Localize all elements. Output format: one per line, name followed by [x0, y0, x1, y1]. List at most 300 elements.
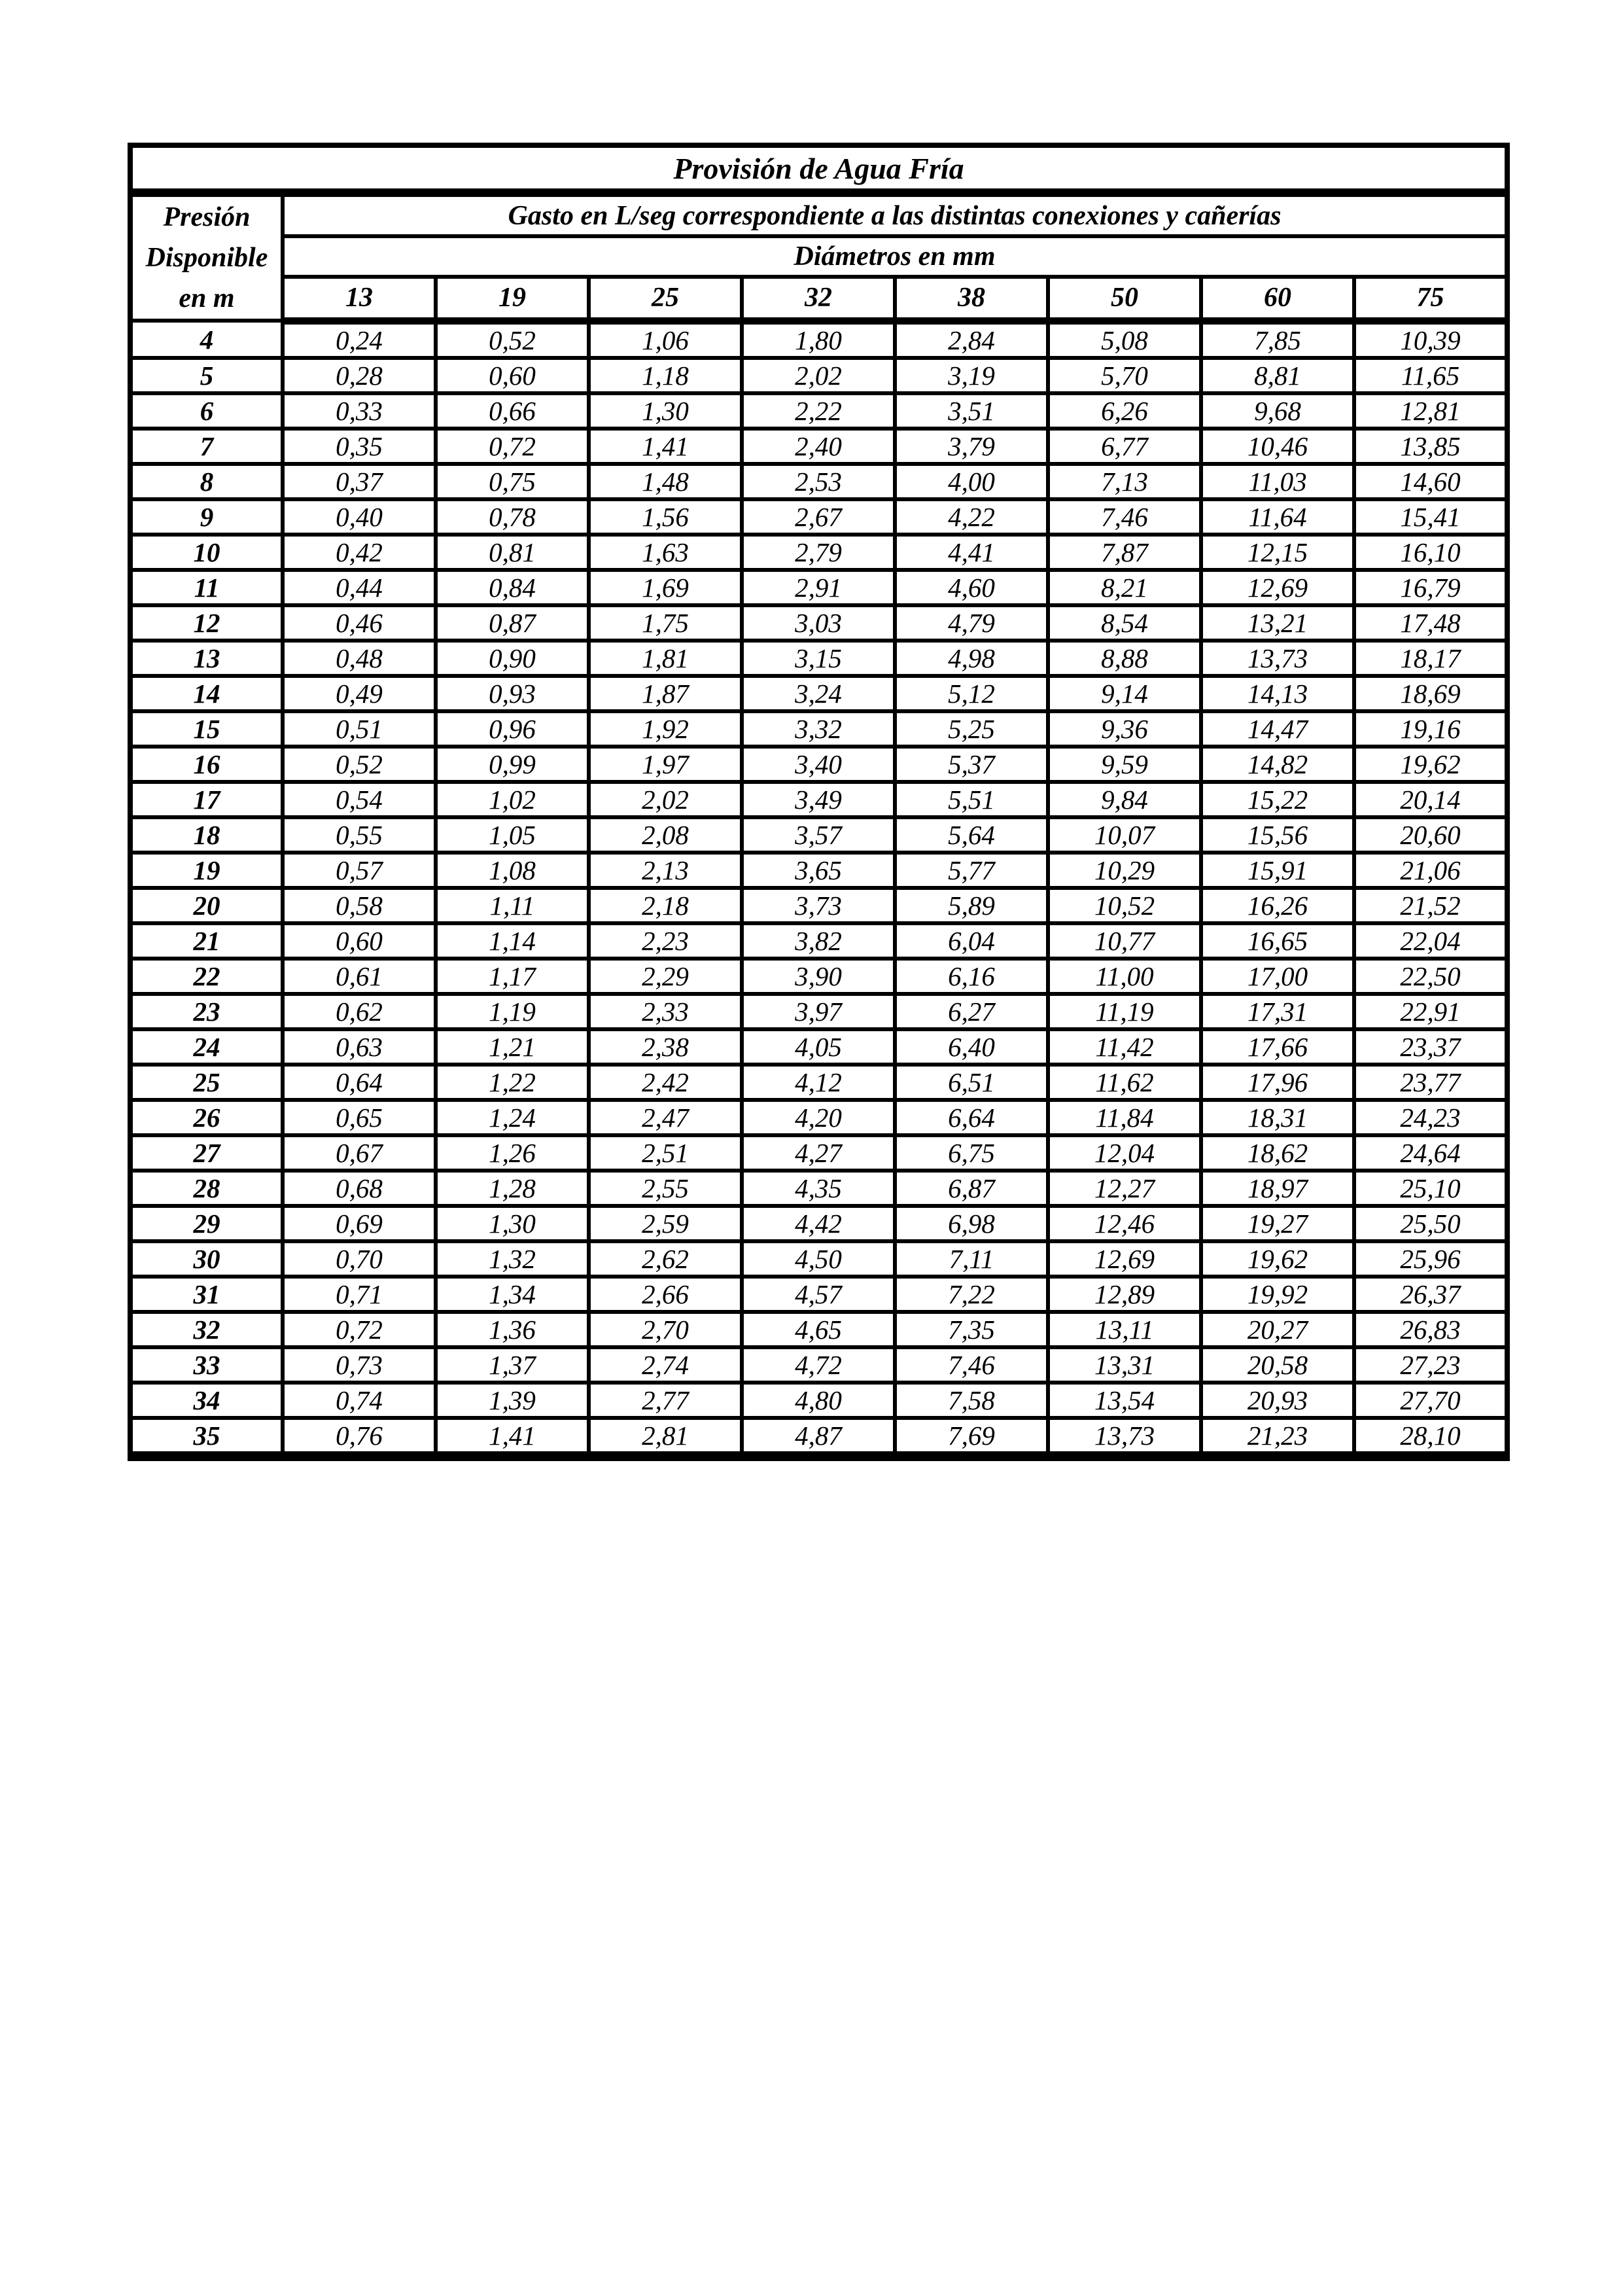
flow-value: 0,99	[436, 747, 589, 782]
flow-value: 1,41	[589, 429, 742, 464]
diameter-col-75: 75	[1354, 277, 1507, 321]
table-row	[130, 1029, 1507, 1065]
table-row	[130, 676, 1507, 711]
flow-value: 7,11	[895, 1241, 1048, 1277]
flow-value: 0,75	[436, 464, 589, 499]
flow-value: 11,84	[1048, 1100, 1201, 1135]
flow-value: 6,51	[895, 1065, 1048, 1100]
flow-value: 0,90	[436, 641, 589, 676]
flow-value: 3,32	[742, 711, 895, 747]
flow-value: 10,52	[1048, 888, 1201, 923]
flow-value: 18,62	[1201, 1135, 1354, 1171]
flow-value: 2,67	[742, 499, 895, 535]
flow-value: 2,33	[589, 994, 742, 1029]
pressure-value: 4	[130, 321, 283, 358]
flow-value: 1,14	[436, 923, 589, 959]
flow-value: 1,32	[436, 1241, 589, 1277]
flow-value: 6,16	[895, 959, 1048, 994]
flow-value: 1,41	[436, 1418, 589, 1457]
flow-value: 2,62	[589, 1241, 742, 1277]
flow-value: 0,37	[283, 464, 436, 499]
flow-value: 2,40	[742, 429, 895, 464]
flow-value: 2,81	[589, 1418, 742, 1457]
flow-value: 1,48	[589, 464, 742, 499]
flow-value: 1,80	[742, 321, 895, 358]
flow-value: 1,37	[436, 1347, 589, 1383]
table-row	[130, 535, 1507, 570]
flow-value: 0,69	[283, 1206, 436, 1241]
flow-value: 3,65	[742, 853, 895, 888]
flow-value: 1,28	[436, 1171, 589, 1206]
flow-value: 3,82	[742, 923, 895, 959]
pressure-value: 9	[130, 499, 283, 535]
pressure-value: 23	[130, 994, 283, 1029]
flow-value: 9,84	[1048, 782, 1201, 817]
flow-value: 1,08	[436, 853, 589, 888]
flow-value: 24,23	[1354, 1100, 1507, 1135]
flow-value: 1,21	[436, 1029, 589, 1065]
flow-value: 6,75	[895, 1135, 1048, 1171]
flow-value: 5,89	[895, 888, 1048, 923]
pressure-value: 12	[130, 605, 283, 641]
flow-value: 0,73	[283, 1347, 436, 1383]
flow-value: 2,42	[589, 1065, 742, 1100]
table-row	[130, 1065, 1507, 1100]
flow-value: 17,31	[1201, 994, 1354, 1029]
flow-value: 2,38	[589, 1029, 742, 1065]
flow-value: 1,36	[436, 1312, 589, 1347]
pressure-value: 34	[130, 1383, 283, 1418]
flow-value: 15,91	[1201, 853, 1354, 888]
table-row	[130, 711, 1507, 747]
flow-value: 2,84	[895, 321, 1048, 358]
flow-value: 17,96	[1201, 1065, 1354, 1100]
flow-value: 10,07	[1048, 817, 1201, 853]
flow-value: 2,59	[589, 1206, 742, 1241]
table-title-row	[130, 145, 1507, 193]
flow-value: 13,54	[1048, 1383, 1201, 1418]
flow-value: 9,36	[1048, 711, 1201, 747]
flow-value: 16,26	[1201, 888, 1354, 923]
pressure-value: 17	[130, 782, 283, 817]
flow-value: 0,78	[436, 499, 589, 535]
pressure-value: 27	[130, 1135, 283, 1171]
flow-value: 7,46	[895, 1347, 1048, 1383]
flow-value: 4,22	[895, 499, 1048, 535]
flow-value: 13,11	[1048, 1312, 1201, 1347]
flow-value: 12,69	[1048, 1241, 1201, 1277]
flow-value: 15,41	[1354, 499, 1507, 535]
flow-value: 12,89	[1048, 1277, 1201, 1312]
flow-value: 0,71	[283, 1277, 436, 1312]
pressure-value: 22	[130, 959, 283, 994]
flow-value: 0,46	[283, 605, 436, 641]
flow-value: 20,58	[1201, 1347, 1354, 1383]
flow-value: 0,49	[283, 676, 436, 711]
table-row	[130, 994, 1507, 1029]
flow-value: 6,27	[895, 994, 1048, 1029]
flow-value: 13,21	[1201, 605, 1354, 641]
flow-value: 6,77	[1048, 429, 1201, 464]
flow-value: 21,23	[1201, 1418, 1354, 1457]
flow-value: 0,52	[436, 321, 589, 358]
flow-value: 21,06	[1354, 853, 1507, 888]
flow-value: 21,52	[1354, 888, 1507, 923]
flow-value: 0,48	[283, 641, 436, 676]
flow-value: 0,35	[283, 429, 436, 464]
pressure-value: 25	[130, 1065, 283, 1100]
flow-value: 0,84	[436, 570, 589, 605]
flow-value: 3,49	[742, 782, 895, 817]
flow-value: 3,03	[742, 605, 895, 641]
pressure-value: 8	[130, 464, 283, 499]
pressure-value: 29	[130, 1206, 283, 1241]
flow-value: 4,80	[742, 1383, 895, 1418]
flow-value: 2,22	[742, 393, 895, 429]
table-row	[130, 888, 1507, 923]
flow-value: 2,13	[589, 853, 742, 888]
flow-value: 0,62	[283, 994, 436, 1029]
flow-value: 2,02	[589, 782, 742, 817]
flow-value: 18,97	[1201, 1171, 1354, 1206]
flow-value: 12,15	[1201, 535, 1354, 570]
flow-value: 0,33	[283, 393, 436, 429]
flow-value: 3,15	[742, 641, 895, 676]
flow-value: 6,26	[1048, 393, 1201, 429]
flow-value: 5,25	[895, 711, 1048, 747]
flow-value: 1,11	[436, 888, 589, 923]
table-row	[130, 747, 1507, 782]
flow-value: 20,60	[1354, 817, 1507, 853]
flow-value: 5,12	[895, 676, 1048, 711]
diameter-header-row	[130, 236, 1507, 276]
flow-value: 0,81	[436, 535, 589, 570]
flow-value: 18,69	[1354, 676, 1507, 711]
pressure-value: 10	[130, 535, 283, 570]
flow-value: 1,19	[436, 994, 589, 1029]
table-row	[130, 853, 1507, 888]
flow-value: 1,30	[589, 393, 742, 429]
diameter-values-row	[130, 277, 1507, 321]
flow-value: 4,65	[742, 1312, 895, 1347]
flow-value: 19,92	[1201, 1277, 1354, 1312]
flow-value: 2,91	[742, 570, 895, 605]
flow-value: 28,10	[1354, 1418, 1507, 1457]
flow-value: 15,22	[1201, 782, 1354, 817]
flow-value: 0,63	[283, 1029, 436, 1065]
flow-value: 0,76	[283, 1418, 436, 1457]
flow-value: 1,06	[589, 321, 742, 358]
water-supply-table	[128, 143, 1510, 1461]
pressure-value: 24	[130, 1029, 283, 1065]
flow-value: 0,93	[436, 676, 589, 711]
flow-value: 0,96	[436, 711, 589, 747]
diameter-col-13: 13	[283, 277, 436, 321]
flow-value: 16,79	[1354, 570, 1507, 605]
flow-value: 22,04	[1354, 923, 1507, 959]
flow-value: 0,51	[283, 711, 436, 747]
flow-value: 10,77	[1048, 923, 1201, 959]
flow-value: 0,72	[436, 429, 589, 464]
flow-value: 0,28	[283, 358, 436, 393]
flow-value: 0,70	[283, 1241, 436, 1277]
flow-value: 4,12	[742, 1065, 895, 1100]
table-row	[130, 1418, 1507, 1457]
pressure-value: 33	[130, 1347, 283, 1383]
flow-value: 7,58	[895, 1383, 1048, 1418]
flow-value: 20,93	[1201, 1383, 1354, 1418]
flow-value: 2,02	[742, 358, 895, 393]
flow-value: 1,75	[589, 605, 742, 641]
diameter-col-50: 50	[1048, 277, 1201, 321]
flow-value: 11,03	[1201, 464, 1354, 499]
flow-value: 6,64	[895, 1100, 1048, 1135]
flow-value: 1,18	[589, 358, 742, 393]
flow-value: 0,58	[283, 888, 436, 923]
flow-value: 11,65	[1354, 358, 1507, 393]
flow-value: 2,47	[589, 1100, 742, 1135]
flow-value: 5,64	[895, 817, 1048, 853]
flow-value: 4,05	[742, 1029, 895, 1065]
flow-value: 0,67	[283, 1135, 436, 1171]
pressure-value: 20	[130, 888, 283, 923]
flow-value: 1,81	[589, 641, 742, 676]
flow-value: 4,41	[895, 535, 1048, 570]
flow-value: 26,37	[1354, 1277, 1507, 1312]
pressure-value: 13	[130, 641, 283, 676]
flow-value: 0,68	[283, 1171, 436, 1206]
diameter-col-25: 25	[589, 277, 742, 321]
flow-value: 8,81	[1201, 358, 1354, 393]
flow-value: 1,24	[436, 1100, 589, 1135]
flow-value: 20,27	[1201, 1312, 1354, 1347]
pressure-value: 5	[130, 358, 283, 393]
flow-value: 4,98	[895, 641, 1048, 676]
flow-units-header: Gasto en L/seg correspondiente a las distintas conexiones y cañerías	[283, 193, 1507, 237]
table-row	[130, 959, 1507, 994]
table-row	[130, 1206, 1507, 1241]
flow-value: 0,87	[436, 605, 589, 641]
flow-value: 13,73	[1201, 641, 1354, 676]
pressure-value: 35	[130, 1418, 283, 1457]
table-row	[130, 1100, 1507, 1135]
table-row	[130, 782, 1507, 817]
flow-value: 1,39	[436, 1383, 589, 1418]
table-row	[130, 1135, 1507, 1171]
table-row	[130, 1277, 1507, 1312]
flow-value: 2,29	[589, 959, 742, 994]
table-row	[130, 1312, 1507, 1347]
table-row	[130, 1171, 1507, 1206]
table-row	[130, 570, 1507, 605]
diameter-col-38: 38	[895, 277, 1048, 321]
flow-value: 2,74	[589, 1347, 742, 1383]
flow-value: 24,64	[1354, 1135, 1507, 1171]
flow-value: 4,20	[742, 1100, 895, 1135]
flow-value: 10,46	[1201, 429, 1354, 464]
flow-value: 9,68	[1201, 393, 1354, 429]
flow-value: 6,40	[895, 1029, 1048, 1065]
pressure-value: 19	[130, 853, 283, 888]
flow-value: 5,51	[895, 782, 1048, 817]
flow-value: 4,50	[742, 1241, 895, 1277]
flow-value: 1,26	[436, 1135, 589, 1171]
flow-value: 22,50	[1354, 959, 1507, 994]
flow-value: 4,00	[895, 464, 1048, 499]
pressure-value: 32	[130, 1312, 283, 1347]
flow-value: 19,62	[1354, 747, 1507, 782]
flow-value: 0,54	[283, 782, 436, 817]
flow-value: 2,55	[589, 1171, 742, 1206]
flow-value: 1,05	[436, 817, 589, 853]
flow-value: 13,31	[1048, 1347, 1201, 1383]
flow-value: 1,30	[436, 1206, 589, 1241]
flow-value: 11,42	[1048, 1029, 1201, 1065]
flow-value: 12,81	[1354, 393, 1507, 429]
diameter-col-32: 32	[742, 277, 895, 321]
diameter-units-header: Diámetros en mm	[283, 236, 1507, 276]
flow-value: 3,79	[895, 429, 1048, 464]
flow-value: 11,62	[1048, 1065, 1201, 1100]
flow-value: 23,37	[1354, 1029, 1507, 1065]
flow-value: 15,56	[1201, 817, 1354, 853]
flow-value: 5,08	[1048, 321, 1201, 358]
flow-value: 11,19	[1048, 994, 1201, 1029]
table-row	[130, 817, 1507, 853]
table-row	[130, 499, 1507, 535]
pressure-header-line3: en m	[179, 283, 235, 314]
flow-value: 0,40	[283, 499, 436, 535]
flow-value: 19,16	[1354, 711, 1507, 747]
flow-value: 17,48	[1354, 605, 1507, 641]
flow-value: 16,65	[1201, 923, 1354, 959]
pressure-value: 21	[130, 923, 283, 959]
flow-value: 27,23	[1354, 1347, 1507, 1383]
flow-value: 7,22	[895, 1277, 1048, 1312]
flow-value: 19,27	[1201, 1206, 1354, 1241]
flow-header-row	[130, 193, 1507, 237]
pressure-value: 6	[130, 393, 283, 429]
flow-value: 2,70	[589, 1312, 742, 1347]
flow-value: 4,72	[742, 1347, 895, 1383]
flow-value: 8,88	[1048, 641, 1201, 676]
flow-value: 27,70	[1354, 1383, 1507, 1418]
flow-value: 19,62	[1201, 1241, 1354, 1277]
flow-value: 9,59	[1048, 747, 1201, 782]
pressure-column-header	[130, 193, 283, 321]
table-row	[130, 321, 1507, 358]
flow-value: 11,00	[1048, 959, 1201, 994]
flow-value: 2,18	[589, 888, 742, 923]
flow-value: 2,53	[742, 464, 895, 499]
flow-value: 10,29	[1048, 853, 1201, 888]
flow-value: 12,04	[1048, 1135, 1201, 1171]
flow-value: 1,56	[589, 499, 742, 535]
flow-value: 8,54	[1048, 605, 1201, 641]
flow-value: 12,27	[1048, 1171, 1201, 1206]
flow-value: 3,51	[895, 393, 1048, 429]
flow-value: 5,37	[895, 747, 1048, 782]
flow-value: 3,40	[742, 747, 895, 782]
flow-value: 14,13	[1201, 676, 1354, 711]
table-row	[130, 464, 1507, 499]
flow-value: 4,79	[895, 605, 1048, 641]
flow-value: 3,73	[742, 888, 895, 923]
flow-value: 0,52	[283, 747, 436, 782]
flow-value: 2,23	[589, 923, 742, 959]
pressure-value: 28	[130, 1171, 283, 1206]
flow-value: 3,97	[742, 994, 895, 1029]
pressure-value: 16	[130, 747, 283, 782]
flow-value: 12,46	[1048, 1206, 1201, 1241]
table-row	[130, 358, 1507, 393]
flow-value: 1,02	[436, 782, 589, 817]
flow-value: 1,69	[589, 570, 742, 605]
table-row	[130, 641, 1507, 676]
flow-value: 0,61	[283, 959, 436, 994]
flow-value: 0,57	[283, 853, 436, 888]
flow-value: 13,73	[1048, 1418, 1201, 1457]
flow-value: 17,00	[1201, 959, 1354, 994]
flow-value: 12,69	[1201, 570, 1354, 605]
flow-value: 7,13	[1048, 464, 1201, 499]
flow-value: 18,31	[1201, 1100, 1354, 1135]
table-row	[130, 923, 1507, 959]
flow-value: 0,55	[283, 817, 436, 853]
flow-value: 4,35	[742, 1171, 895, 1206]
flow-value: 0,24	[283, 321, 436, 358]
flow-value: 25,50	[1354, 1206, 1507, 1241]
flow-value: 7,85	[1201, 321, 1354, 358]
flow-value: 2,51	[589, 1135, 742, 1171]
table-row	[130, 393, 1507, 429]
table-title: Provisión de Agua Fría	[130, 145, 1507, 193]
flow-value: 6,98	[895, 1206, 1048, 1241]
flow-value: 14,47	[1201, 711, 1354, 747]
flow-value: 4,57	[742, 1277, 895, 1312]
flow-value: 10,39	[1354, 321, 1507, 358]
flow-value: 0,74	[283, 1383, 436, 1418]
pressure-value: 7	[130, 429, 283, 464]
flow-value: 0,65	[283, 1100, 436, 1135]
table-row	[130, 429, 1507, 464]
table-row	[130, 1241, 1507, 1277]
flow-value: 26,83	[1354, 1312, 1507, 1347]
flow-value: 16,10	[1354, 535, 1507, 570]
flow-value: 2,77	[589, 1383, 742, 1418]
flow-value: 17,66	[1201, 1029, 1354, 1065]
flow-value: 6,87	[895, 1171, 1048, 1206]
flow-value: 7,46	[1048, 499, 1201, 535]
flow-value: 0,64	[283, 1065, 436, 1100]
flow-value: 9,14	[1048, 676, 1201, 711]
flow-value: 18,17	[1354, 641, 1507, 676]
flow-value: 2,08	[589, 817, 742, 853]
diameter-col-60: 60	[1201, 277, 1354, 321]
flow-value: 1,63	[589, 535, 742, 570]
flow-value: 0,42	[283, 535, 436, 570]
flow-value: 1,87	[589, 676, 742, 711]
pressure-value: 15	[130, 711, 283, 747]
pressure-value: 14	[130, 676, 283, 711]
flow-value: 0,60	[283, 923, 436, 959]
flow-value: 14,60	[1354, 464, 1507, 499]
flow-value: 20,14	[1354, 782, 1507, 817]
diameter-col-19: 19	[436, 277, 589, 321]
flow-value: 1,17	[436, 959, 589, 994]
flow-value: 25,96	[1354, 1241, 1507, 1277]
flow-value: 8,21	[1048, 570, 1201, 605]
